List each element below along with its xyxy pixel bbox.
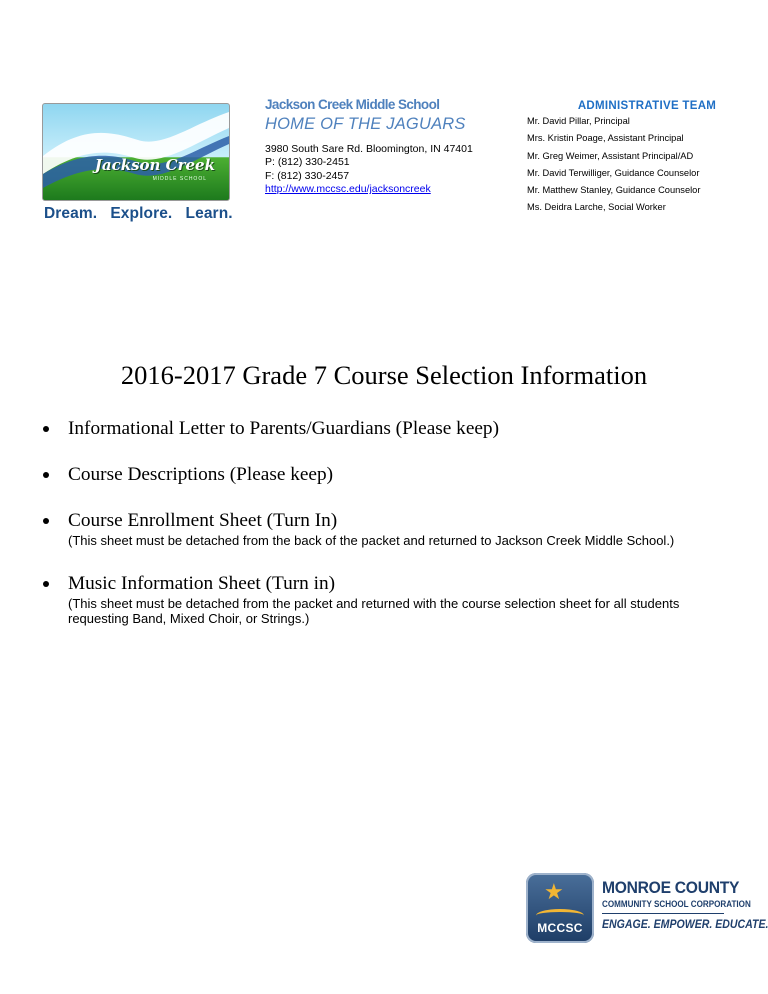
admin-member: Mr. David Pillar, Principal [527, 116, 630, 126]
mccsc-badge [526, 873, 594, 943]
school-website-link[interactable]: http://www.mccsc.edu/jacksoncreek [265, 182, 431, 195]
bullet-icon [43, 518, 49, 524]
mccsc-org-name: MONROE COUNTY [602, 878, 740, 897]
school-contact [265, 143, 505, 196]
list-item-note: (This sheet must be detached from the back of the packet and returned to Jackson Creek Middle School.) [68, 533, 675, 548]
list-item-label: Course Descriptions (Please keep) [68, 464, 334, 485]
school-info [265, 97, 505, 196]
mccsc-divider [602, 913, 724, 914]
logo-script-subtext: MIDDLE SCHOOL [152, 176, 207, 182]
bullet-icon [43, 581, 49, 587]
school-name: Jackson Creek Middle School [265, 97, 440, 112]
admin-member: Mr. David Terwilliger, Guidance Counselor [527, 167, 700, 178]
list-item-label: Course Enrollment Sheet (Turn In) [68, 510, 338, 531]
mccsc-logo [526, 873, 768, 945]
mccsc-badge-text: MCCSC [537, 921, 583, 935]
admin-member: Ms. Deidra Larche, Social Worker [527, 202, 666, 213]
mccsc-slogan: ENGAGE. EMPOWER. EDUCATE. [602, 917, 768, 931]
mccsc-org-subname: COMMUNITY SCHOOL CORPORATION [602, 899, 751, 909]
school-motto: HOME OF THE JAGUARS [265, 115, 466, 133]
school-logo [40, 103, 236, 227]
bullet-icon [43, 426, 49, 432]
list-item-label: Informational Letter to Parents/Guardians (Please keep) [68, 418, 499, 439]
document-list [43, 418, 733, 626]
logo-swoosh-graphic [43, 104, 229, 200]
page-title: 2016-2017 Grade 7 Course Selection Information [120, 360, 648, 390]
mccsc-wordmark [602, 879, 768, 931]
admin-team [527, 100, 757, 219]
school-address: 3980 South Sare Rd. Bloomington, IN 47401 [265, 143, 473, 155]
list-item-note: (This sheet must be detached from the packet and returned with the course selection sheet for all students requesting Band, Mixed Choir, or Strings.) [68, 596, 680, 626]
school-phone: P: (812) 330-2451 [265, 156, 350, 169]
list-item [43, 464, 733, 510]
logo-script-text: Jackson Creek [94, 156, 215, 174]
admin-member: Mr. Greg Weimer, Assistant Principal/AD [527, 150, 694, 161]
admin-team-title: ADMINISTRATIVE TEAM [577, 100, 717, 112]
list-item [43, 510, 733, 573]
admin-member: Mr. Matthew Stanley, Guidance Counselor [527, 185, 701, 196]
bullet-icon [43, 472, 49, 478]
star-icon: ★ [544, 879, 564, 904]
school-fax: F: (812) 330-2457 [265, 169, 350, 182]
list-item [43, 418, 733, 464]
logo-badge [42, 103, 230, 201]
admin-member: Mrs. Kristin Poage, Assistant Principal [527, 133, 684, 144]
list-item-label: Music Information Sheet (Turn in) [68, 573, 336, 594]
admin-team-list [527, 115, 757, 219]
list-item [43, 573, 733, 626]
logo-tagline: Dream. Explore. Learn. [44, 205, 233, 222]
